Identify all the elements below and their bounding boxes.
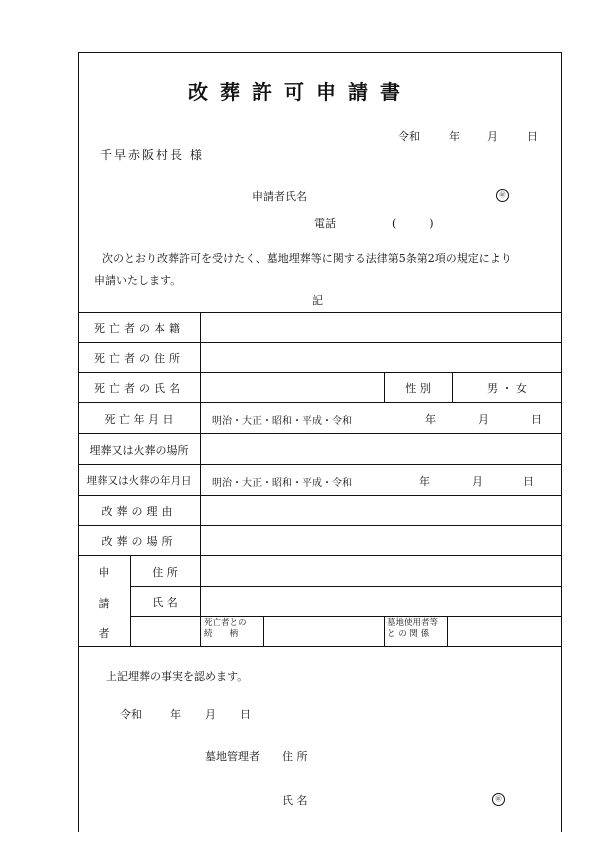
applicant-char-2: 請 <box>98 597 110 610</box>
row-divider <box>78 555 562 556</box>
row-divider <box>78 372 562 373</box>
burial-date-era-options: 明治・大正・昭和・平成・令和 <box>212 478 352 489</box>
relation-column-divider <box>263 616 264 646</box>
burial-date-month: 月 <box>472 475 483 488</box>
confirm-text: 上記埋葬の事実を認めます。 <box>106 670 249 683</box>
label-column-divider <box>200 312 201 646</box>
ki-label: 記 <box>312 294 323 307</box>
manager-label: 墓地管理者 <box>205 750 260 763</box>
manager-name-label: 氏 名 <box>282 794 308 807</box>
intro-line-1: 次のとおり改葬許可を受けたく、墓地埋葬等に関する法律第5条第2項の規定により <box>102 252 512 265</box>
applicant-char-3: 者 <box>98 627 110 640</box>
header-year: 年 <box>449 130 460 143</box>
row-divider <box>78 495 562 496</box>
death-date-era-options: 明治・大正・昭和・平成・令和 <box>212 416 352 427</box>
label-name: 死亡者の氏名 <box>94 382 184 395</box>
death-date-day: 日 <box>531 413 542 426</box>
row-divider <box>78 525 562 526</box>
label-burial-date: 埋葬又は火葬の年月日 <box>86 475 192 487</box>
header-day: 日 <box>527 130 538 143</box>
label-sex: 性 別 <box>405 382 431 395</box>
label-reason: 改葬の理由 <box>101 505 177 518</box>
header-month: 月 <box>487 130 498 143</box>
applicant-seal-icon: ㊞ <box>496 189 509 202</box>
label-applicant-address: 住 所 <box>152 566 178 579</box>
label-honseki: 死亡者の本籍 <box>94 322 184 335</box>
relation-column-divider <box>447 616 448 646</box>
label-burial-place: 埋葬又は火葬の場所 <box>89 444 189 457</box>
label-relation: 死亡者との 続 柄 <box>204 618 247 639</box>
label-applicant-name: 氏 名 <box>152 596 178 609</box>
footer-month: 月 <box>205 708 216 721</box>
row-divider <box>78 342 562 343</box>
burial-date-year: 年 <box>419 475 430 488</box>
form-title: 改葬許可申請書 <box>188 80 412 104</box>
phone-parens: ( ) <box>392 217 434 230</box>
intro-line-2: 申請いたします。 <box>94 274 182 287</box>
row-divider <box>130 586 562 587</box>
table-bottom-border <box>78 646 562 647</box>
sex-options: 男 ・ 女 <box>487 382 527 395</box>
row-divider <box>78 433 562 434</box>
relation-column-divider <box>384 616 385 646</box>
header-era: 令和 <box>398 130 420 143</box>
manager-address-label: 住 所 <box>282 750 308 763</box>
row-divider <box>78 402 562 403</box>
label-plot-user-relation: 墓地使用者等 と の 関 係 <box>387 618 439 639</box>
applicant-char-1: 申 <box>98 566 110 579</box>
row-divider <box>78 464 562 465</box>
death-date-year: 年 <box>425 413 436 426</box>
footer-year: 年 <box>170 708 181 721</box>
footer-era: 令和 <box>120 708 142 721</box>
death-date-month: 月 <box>478 413 489 426</box>
label-death-date: 死 亡 年 月 日 <box>104 413 174 426</box>
phone-label: 電話 <box>314 217 336 230</box>
label-reburial-place: 改葬の場所 <box>101 535 177 548</box>
burial-date-day: 日 <box>523 475 534 488</box>
addressee: 千早赤阪村長 様 <box>100 148 204 162</box>
footer-day: 日 <box>240 708 251 721</box>
table-top-border <box>78 312 562 313</box>
label-address: 死亡者の住所 <box>94 352 184 365</box>
manager-seal-icon: ㊞ <box>492 793 505 806</box>
applicant-name-label: 申請者氏名 <box>252 190 307 203</box>
row-divider <box>130 616 562 617</box>
